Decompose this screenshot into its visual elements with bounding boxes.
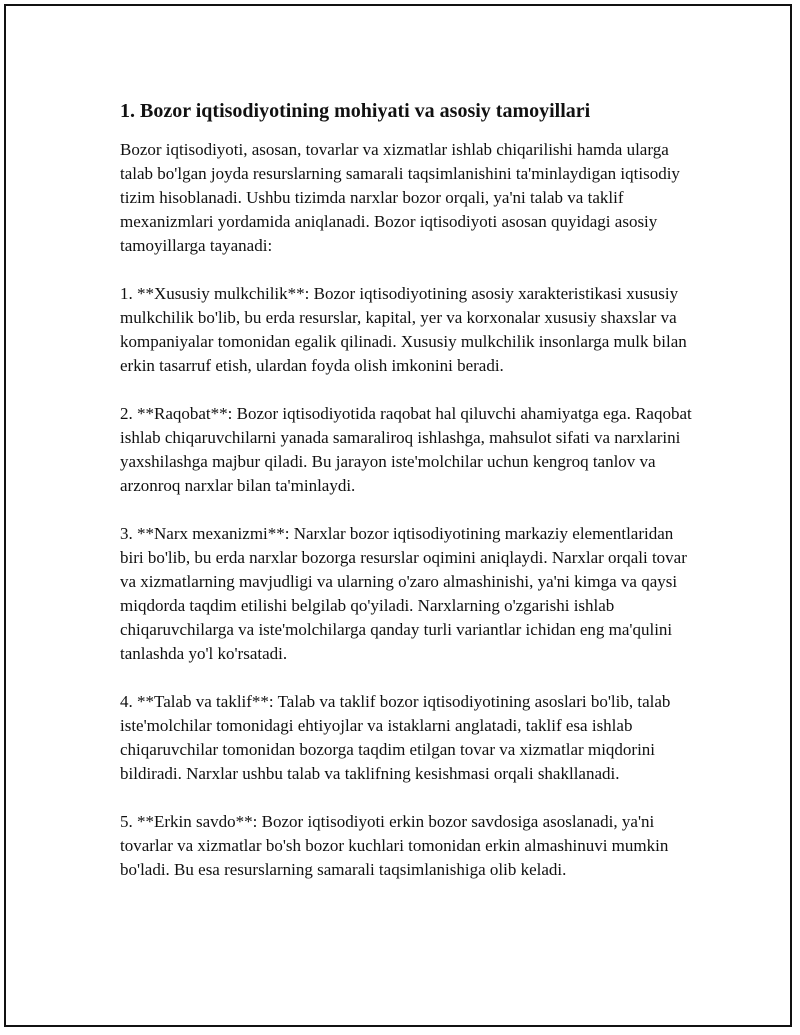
intro-paragraph: Bozor iqtisodiyoti, asosan, tovarlar va xizmatlar ishlab chiqarilishi hamda ularga talab bo'lgan joyda resurslarning samarali taqsimlanishini ta'minlaydigan iqtisodiy tizim hisoblanadi. Ushbu tizimda narxlar bozor orqali, ya'ni talab va taklif mexanizmlari yordamida aniqlanadi. Bozor iqtisodiyoti asosan quyidagi asosiy tamoyillarga tayanadi: (120, 140, 680, 255)
principle-free-trade: 5. **Erkin savdo**: Bozor iqtisodiyoti erkin bozor savdosiga asoslanadi, ya'ni tovarlar va xizmatlar bo'sh bozor kuchlari tomonidan erkin almashinuvi mumkin bo'ladi. Bu esa resurslarning samarali taqsimlanishiga olib keladi. (120, 812, 669, 879)
section-title: 1. Bozor iqtisodiyotining mohiyati va asosiy tamoyillari (120, 100, 591, 122)
principle-private-property: 1. **Xususiy mulkchilik**: Bozor iqtisodiyotining asosiy xarakteristikasi xususiy mulkchilik bo'lib, bu erda resurslar, kapital, yer va korxonalar xususiy shaxslar va kompaniyalar tomonidan egalik qilinadi. Xususiy mulkchilik insonlarga mulk bilan erkin tasarruf etish, ulardan foyda olish imkonini beradi. (120, 284, 687, 375)
document-page (4, 4, 792, 1027)
principle-supply-demand: 4. **Talab va taklif**: Talab va taklif bozor iqtisodiyotining asoslari bo'lib, talab iste'molchilar tomonidagi ehtiyojlar va istaklarni anglatadi, taklif esa ishlab chiqaruvchilar tomonidan bozorga taqdim etilgan tovar va xizmatlar miqdorini bildiradi. Narxlar ushbu talab va taklifning kesishmasi orqali shakllanadi. (120, 692, 671, 783)
principle-price-mechanism: 3. **Narx mexanizmi**: Narxlar bozor iqtisodiyotining markaziy elementlaridan biri bo'lib, bu erda narxlar bozorga resurslar oqimini aniqlaydi. Narxlar orqali tovar va xizmatlarning mavjudligi va ularning o'zaro almashinishi, ya'ni kimga va qaysi miqdorda taqdim etilishi belgilab qo'yiladi. Narxlarning o'zgarishi ishlab chiqaruvchilarga va iste'molchilarga qanday turli variantlar ichidan eng ma'qulini tanlashda yo'l ko'rsatadi. (120, 524, 687, 663)
principle-competition: 2. **Raqobat**: Bozor iqtisodiyotida raqobat hal qiluvchi ahamiyatga ega. Raqobat ishlab chiqaruvchilarni yanada samaraliroq ishlashga, mahsulot sifati va narxlarini yaxshilashga majbur qiladi. Bu jarayon iste'molchilar uchun kengroq tanlov va arzonroq narxlar bilan ta'minlaydi. (120, 404, 692, 495)
document-body (120, 98, 700, 906)
